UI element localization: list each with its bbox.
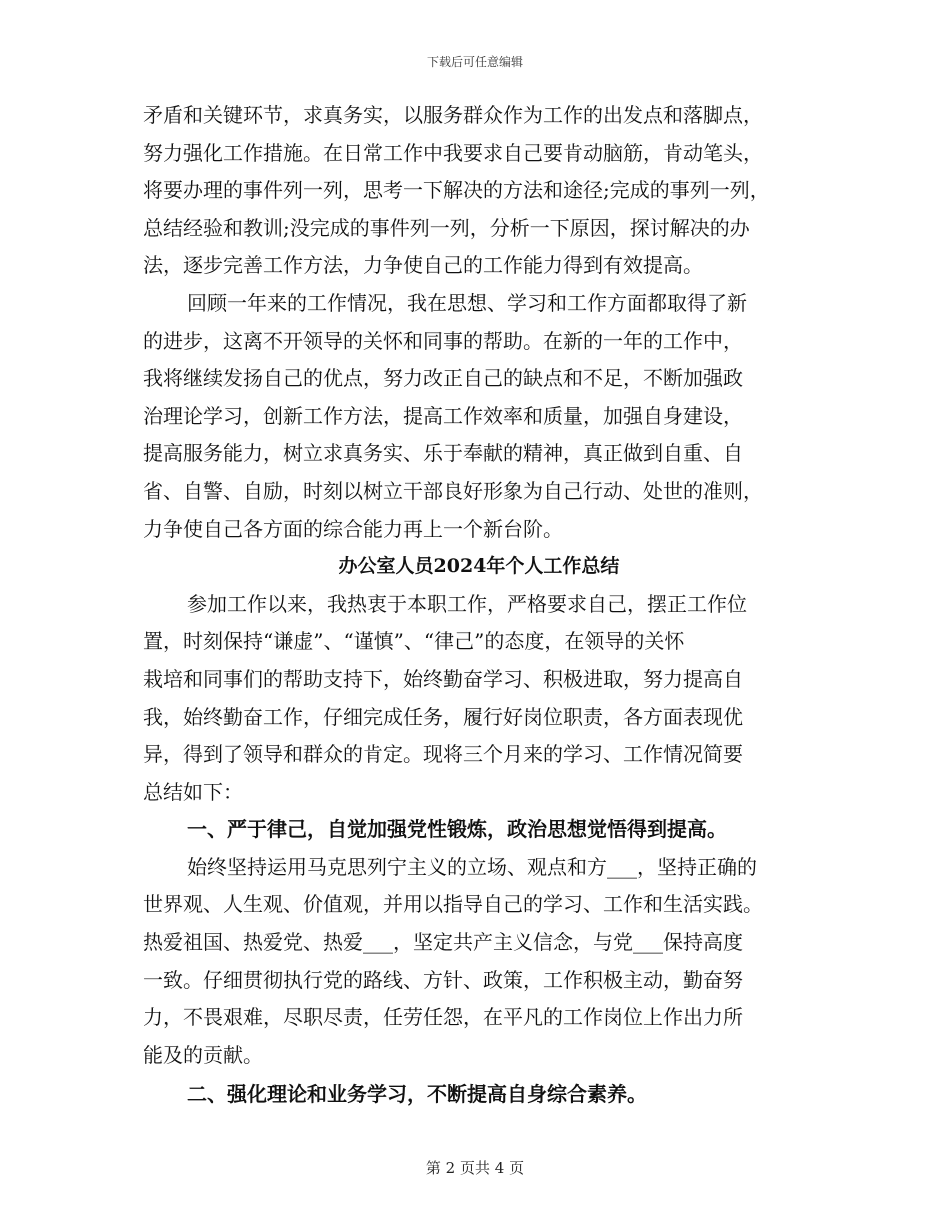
paragraph-start: 参加工作以来，我热衷于本职工作，严格要求自己，摆正工作位 (187, 591, 747, 616)
text-line: 栽培和同事们的帮助支持下，始终勤奋学习、积极进取，努力提高自 (143, 666, 743, 691)
section-heading-1: 一、严于律己，自觉加强党性锻炼，政治思想觉悟得到提高。 (187, 817, 727, 842)
text-line: 的进步，这离不开领导的关怀和同事的帮助。在新的一年的工作中， (143, 328, 743, 353)
paragraph-start: 始终坚持运用马克思列宁主义的立场、观点和方___，坚持正确的 (187, 854, 757, 879)
text-line: 我，始终勤奋工作，仔细完成任务，履行好岗位职责，各方面表现优 (143, 704, 743, 729)
text-line: 提高服务能力，树立求真务实、乐于奉献的精神，真正做到自重、自 (143, 441, 743, 466)
text-line: 一致。仔细贯彻执行党的路线、方针、政策，工作积极主动，勤奋努 (143, 967, 743, 992)
text-line: 能及的贡献。 (143, 1042, 263, 1067)
text-line: 将要办理的事件列一列，思考一下解决的方法和途径;完成的事列一列， (143, 178, 770, 203)
text-line: 省、自警、自励，时刻以树立干部良好形象为自己行动、处世的准则， (143, 478, 763, 503)
text-line: 异，得到了领导和群众的肯定。现将三个月来的学习、工作情况简要 (143, 742, 743, 767)
text-line: 努力强化工作措施。在日常工作中我要求自己要肯动脑筋，肯动笔头， (143, 140, 763, 165)
page-footer: 第 2 页共 4 页 (425, 1159, 525, 1177)
text-line: 力，不畏艰难，尽职尽责，任劳任怨，在平凡的工作岗位上作出力所 (143, 1005, 743, 1030)
document-body (143, 97, 815, 1114)
text-line: 我将继续发扬自己的优点，努力改正自己的缺点和不足，不断加强政 (143, 366, 743, 391)
paragraph-start: 回顾一年来的工作情况，我在思想、学习和工作方面都取得了新 (187, 290, 747, 315)
text-line: 总结如下： (143, 779, 243, 804)
document-title: 办公室人员2024年个人工作总结 (338, 555, 620, 578)
text-line: 置，时刻保持“谦虚”、“谨慎”、“律己”的态度，在领导的关怀 (143, 629, 685, 654)
page-header: 下载后可任意编辑 (426, 55, 523, 69)
text-line: 力争使自己各方面的综合能力再上一个新台阶。 (143, 516, 563, 541)
text-line: 治理论学习，创新工作方法，提高工作效率和质量，加强自身建设， (143, 403, 743, 428)
text-line: 总结经验和教训;没完成的事件列一列，分析一下原因，探讨解决的办 (143, 215, 750, 240)
text-line: 世界观、人生观、价值观，并用以指导自己的学习、工作和生活实践。 (143, 892, 763, 917)
section-heading-2: 二、强化理论和业务学习，不断提高自身综合素养。 (187, 1082, 647, 1107)
text-line: 法，逐步完善工作方法，力争使自己的工作能力得到有效提高。 (143, 253, 703, 278)
text-line: 矛盾和关键环节，求真务实，以服务群众作为工作的出发点和落脚点， (143, 103, 763, 127)
text-line: 热爱祖国、热爱党、热爱___，坚定共产主义信念，与党___保持高度 (143, 930, 743, 955)
